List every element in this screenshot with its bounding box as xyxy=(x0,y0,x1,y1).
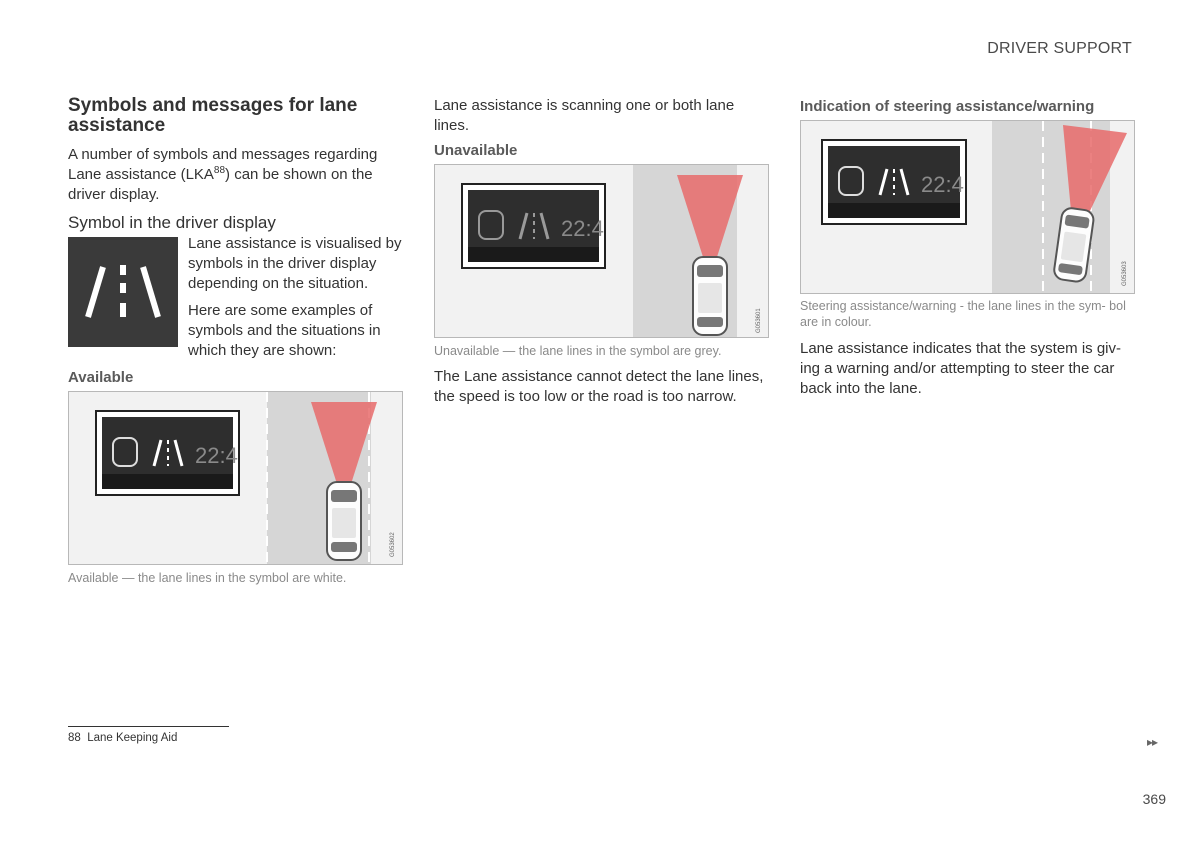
unavailable-text: The Lane assistance cannot detect the lane lines, the speed is too low or the road is too narrow. xyxy=(434,368,764,405)
footnote xyxy=(68,732,177,744)
next-page-arrows-icon[interactable]: ▸▸ xyxy=(1147,735,1158,749)
figure-code: G053601 xyxy=(756,308,762,333)
footnote-text: Lane Keeping Aid xyxy=(87,732,178,744)
unavailable-illustration xyxy=(435,165,768,337)
page-title: Symbols and messages for lane assistance xyxy=(68,95,358,136)
steering-heading: Indication of steering assistance/warning xyxy=(800,98,1095,115)
steering-caption: Steering assistance/warning - the lane lines in the sym- bol are in colour. xyxy=(800,299,1126,329)
unavailable-caption: Unavailable — the lane lines in the symbol are grey. xyxy=(434,344,722,358)
available-illustration xyxy=(69,392,402,564)
page-number: 369 xyxy=(1142,791,1166,807)
symbol-text-2: Here are some examples of symbols and the situations in which they are shown: xyxy=(188,302,381,359)
car-icon xyxy=(327,482,361,560)
section-header: DRIVER SUPPORT xyxy=(987,40,1132,57)
column-1 xyxy=(68,96,398,205)
steering-text: Lane assistance indicates that the system is giv- ing a warning and/or attempting to steer the car back into the lane. xyxy=(800,340,1121,397)
clock-readout: 22:4 xyxy=(921,172,964,197)
symbol-text-1: Lane assistance is visualised by symbols in the driver display depending on the situation. xyxy=(188,235,402,292)
intro-paragraph xyxy=(68,145,398,205)
unavailable-figure xyxy=(434,164,769,338)
clock-readout: 22:4 xyxy=(195,443,238,468)
figure-code: G053603 xyxy=(1122,261,1128,286)
intro-text-post: ) can be shown on the driver display. xyxy=(68,166,373,203)
available-heading: Available xyxy=(68,369,134,386)
lane-assist-icon xyxy=(68,237,178,347)
available-figure xyxy=(68,391,403,565)
steering-illustration xyxy=(801,121,1134,293)
intro-text-pre: A number of symbols and messages regarding Lane assistance (LKA xyxy=(68,146,378,183)
scanning-text: Lane assistance is scanning one or both lane lines. xyxy=(434,97,735,134)
unavailable-heading: Unavailable xyxy=(434,142,518,159)
steering-figure xyxy=(800,120,1135,294)
clock-readout: 22:4 xyxy=(561,216,604,241)
footnote-rule xyxy=(68,726,229,727)
footnote-ref[interactable]: 88 xyxy=(213,165,226,176)
symbol-heading: Symbol in the driver display xyxy=(68,213,276,232)
available-caption: Available — the lane lines in the symbol are white. xyxy=(68,571,347,585)
car-icon xyxy=(693,257,727,335)
lane-assist-symbol xyxy=(68,237,178,347)
footnote-number: 88 xyxy=(68,732,81,744)
figure-code: G053602 xyxy=(390,532,396,557)
